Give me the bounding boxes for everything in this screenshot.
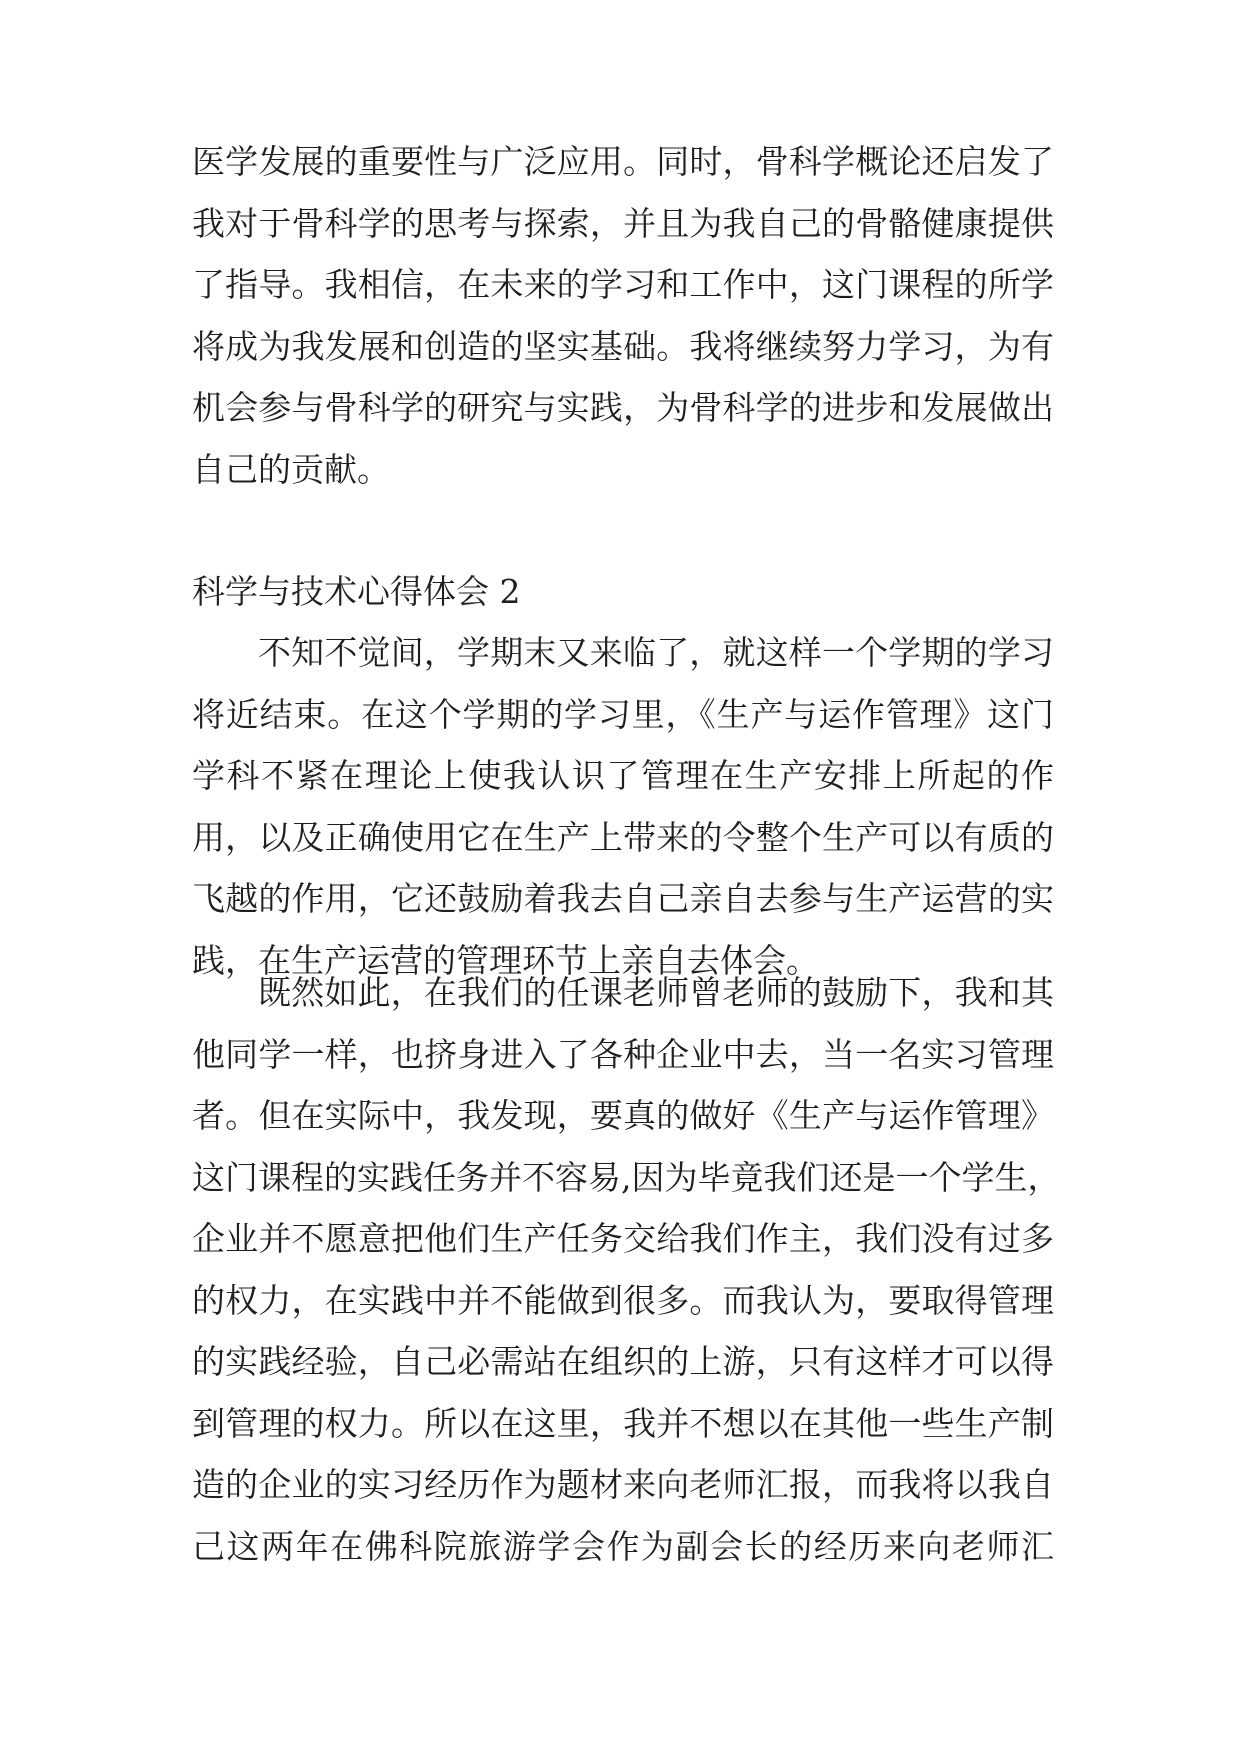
text-line: 医学发展的重要性与广泛应用。同时，骨科学概论还启发了 bbox=[192, 142, 1054, 181]
text-line: 这门课程的实践任务并不容易,因为毕竟我们还是一个学生， bbox=[192, 1157, 1061, 1197]
paragraph-1 bbox=[192, 622, 1054, 991]
section-heading-block bbox=[192, 561, 1054, 623]
text-line: 践，在生产运营的管理环节上亲自去体会。 bbox=[192, 940, 819, 980]
text-line: 不知不觉间，学期末又来临了，就这样一个学期的学习 bbox=[258, 633, 1054, 672]
text-line: 将近结束。在这个学期的学习里，《生产与运作管理》这门 bbox=[192, 694, 1054, 734]
section-heading: 科学与技术心得体会 2 bbox=[192, 572, 521, 611]
text-line: 飞越的作用，它还鼓励着我去自己亲自去参与生产运营的实 bbox=[192, 879, 1054, 918]
text-line: 的权力，在实践中并不能做到很多。而我认为，要取得管理 bbox=[192, 1280, 1054, 1320]
text-line: 了指导。我相信，在未来的学习和工作中，这门课程的所学 bbox=[192, 265, 1054, 304]
text-line: 将成为我发展和创造的坚实基础。我将继续努力学习，为有 bbox=[192, 326, 1054, 366]
text-line: 他同学一样，也挤身进入了各种企业中去，当一名实习管理 bbox=[192, 1034, 1054, 1074]
text-line: 企业并不愿意把他们生产任务交给我们作主，我们没有过多 bbox=[192, 1219, 1054, 1258]
text-line: 用，以及正确使用它在生产上带来的令整个生产可以有质的 bbox=[192, 817, 1054, 857]
text-line: 造的企业的实习经历作为题材来向老师汇报，而我将以我自 bbox=[192, 1465, 1054, 1504]
text-line: 我对于骨科学的思考与探索，并且为我自己的骨骼健康提供 bbox=[192, 203, 1054, 243]
continuation-paragraph bbox=[192, 131, 1054, 500]
text-line: 机会参与骨科学的研究与实践，为骨科学的进步和发展做出 bbox=[192, 388, 1054, 427]
paragraph-2 bbox=[192, 962, 1061, 1577]
text-line: 的实践经验，自己必需站在组织的上游，只有这样才可以得 bbox=[192, 1342, 1054, 1381]
text-line: 自己的贡献。 bbox=[192, 449, 390, 489]
text-line: 学科不紧在理论上使我认识了管理在生产安排上所起的作 bbox=[192, 756, 1054, 795]
text-line: 者。但在实际中，我发现，要真的做好《生产与运作管理》 bbox=[192, 1096, 1054, 1135]
text-line: 既然如此，在我们的任课老师曾老师的鼓励下，我和其 bbox=[258, 973, 1054, 1012]
text-line: 到管理的权力。所以在这里，我并不想以在其他一些生产制 bbox=[192, 1403, 1054, 1443]
text-line: 己这两年在佛科院旅游学会作为副会长的经历来向老师汇 bbox=[192, 1526, 1054, 1566]
